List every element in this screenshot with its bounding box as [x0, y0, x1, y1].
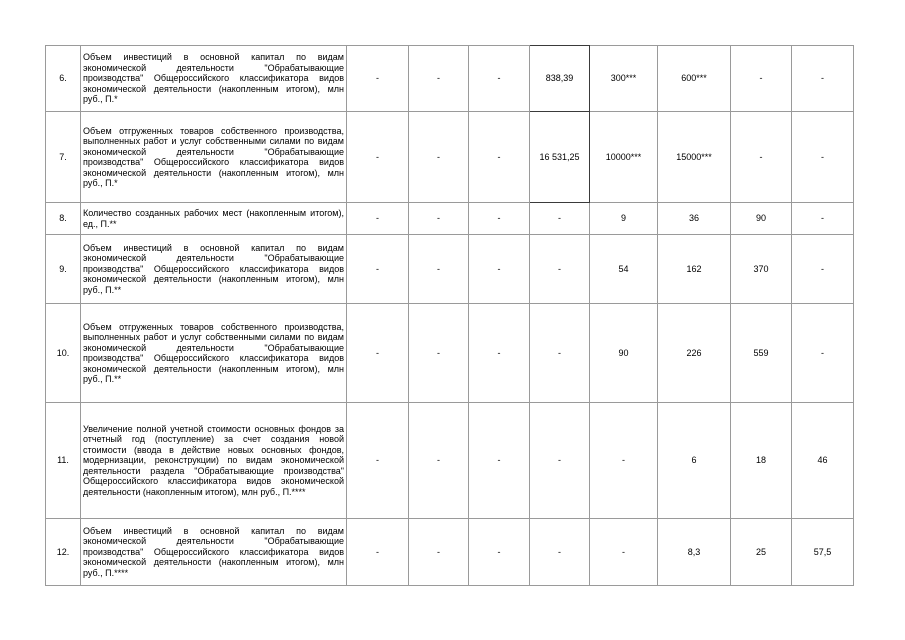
- value-cell: 300***: [590, 46, 658, 112]
- value-cell: 57,5: [792, 519, 854, 586]
- value-cell: 10000***: [590, 112, 658, 203]
- table-row: [46, 112, 854, 203]
- table-row: [46, 403, 854, 519]
- indicator-description: Объем отгруженных товаров собственного производства, выполненных работ и услуг собственными силами по видам экономической деятельности "Обрабатывающие производства" Общероссийского классификатора видов экономической деятельности (накопленным итогом), млн руб., П.**: [81, 304, 347, 403]
- indicator-description: Объем отгруженных товаров собственного производства, выполненных работ и услуг собственными силами по видам экономической деятельности "Обрабатывающие производства" Общероссийского классификатора видов экономической деятельности (накопленным итогом), млн руб., П.*: [81, 112, 347, 203]
- row-number: 7.: [46, 112, 81, 203]
- indicator-description: Увеличение полной учетной стоимости основных фондов за отчетный год (поступление) за счет создания новой стоимости (ввода в действие новых основных фондов, модернизации, реконструкции) по видам экономической деятельности раздела "Обрабатывающие производства" Общероссийского классификатора видов экономической деятельности (накопленным итогом), млн руб., П.****: [81, 403, 347, 519]
- value-cell: -: [590, 519, 658, 586]
- value-cell: 162: [658, 235, 731, 304]
- row-number: 12.: [46, 519, 81, 586]
- value-cell: -: [792, 203, 854, 235]
- value-cell: -: [469, 235, 530, 304]
- value-cell: -: [469, 203, 530, 235]
- value-cell: 559: [731, 304, 792, 403]
- value-cell: -: [530, 235, 590, 304]
- indicator-description: Количество созданных рабочих мест (накопленным итогом), ед., П.**: [81, 203, 347, 235]
- value-cell: -: [347, 203, 409, 235]
- value-cell: -: [409, 519, 469, 586]
- value-cell: -: [347, 46, 409, 112]
- value-cell: 600***: [658, 46, 731, 112]
- row-number: 10.: [46, 304, 81, 403]
- value-cell: 370: [731, 235, 792, 304]
- value-cell: -: [530, 304, 590, 403]
- indicator-description: Объем инвестиций в основной капитал по видам экономической деятельности "Обрабатывающие производства" Общероссийского классификатора видов экономической деятельности (накопленным итогом), млн руб., П.****: [81, 519, 347, 586]
- value-cell: -: [792, 112, 854, 203]
- value-cell: 16 531,25: [530, 112, 590, 203]
- value-cell: 54: [590, 235, 658, 304]
- value-cell: -: [469, 519, 530, 586]
- value-cell: -: [731, 46, 792, 112]
- value-cell: -: [347, 112, 409, 203]
- value-cell: -: [530, 519, 590, 586]
- value-cell: 8,3: [658, 519, 731, 586]
- value-cell: -: [590, 403, 658, 519]
- value-cell: 15000***: [658, 112, 731, 203]
- table-row: [46, 46, 854, 112]
- value-cell: 838,39: [530, 46, 590, 112]
- value-cell: -: [792, 235, 854, 304]
- value-cell: 6: [658, 403, 731, 519]
- value-cell: 9: [590, 203, 658, 235]
- value-cell: -: [409, 235, 469, 304]
- row-number: 6.: [46, 46, 81, 112]
- table-row: [46, 304, 854, 403]
- row-number: 11.: [46, 403, 81, 519]
- value-cell: 226: [658, 304, 731, 403]
- value-cell: -: [731, 112, 792, 203]
- indicator-description: Объем инвестиций в основной капитал по видам экономической деятельности "Обрабатывающие производства" Общероссийского классификатора видов экономической деятельности (накопленным итогом), млн руб., П.**: [81, 235, 347, 304]
- value-cell: -: [530, 203, 590, 235]
- indicator-description: Объем инвестиций в основной капитал по видам экономической деятельности "Обрабатывающие производства" Общероссийского классификатора видов экономической деятельности (накопленным итогом), млн руб., П.*: [81, 46, 347, 112]
- value-cell: -: [530, 403, 590, 519]
- table-row: [46, 203, 854, 235]
- row-number: 8.: [46, 203, 81, 235]
- value-cell: -: [792, 304, 854, 403]
- value-cell: -: [409, 46, 469, 112]
- value-cell: -: [347, 235, 409, 304]
- value-cell: 90: [590, 304, 658, 403]
- row-number: 9.: [46, 235, 81, 304]
- value-cell: -: [409, 203, 469, 235]
- value-cell: -: [409, 304, 469, 403]
- value-cell: -: [347, 403, 409, 519]
- value-cell: -: [347, 304, 409, 403]
- value-cell: -: [469, 403, 530, 519]
- value-cell: -: [347, 519, 409, 586]
- value-cell: 36: [658, 203, 731, 235]
- value-cell: -: [409, 112, 469, 203]
- table-row: [46, 235, 854, 304]
- value-cell: 46: [792, 403, 854, 519]
- table-row: [46, 519, 854, 586]
- value-cell: -: [792, 46, 854, 112]
- value-cell: -: [409, 403, 469, 519]
- value-cell: 90: [731, 203, 792, 235]
- value-cell: 18: [731, 403, 792, 519]
- value-cell: -: [469, 46, 530, 112]
- value-cell: -: [469, 304, 530, 403]
- value-cell: -: [469, 112, 530, 203]
- indicators-table: [45, 45, 854, 586]
- value-cell: 25: [731, 519, 792, 586]
